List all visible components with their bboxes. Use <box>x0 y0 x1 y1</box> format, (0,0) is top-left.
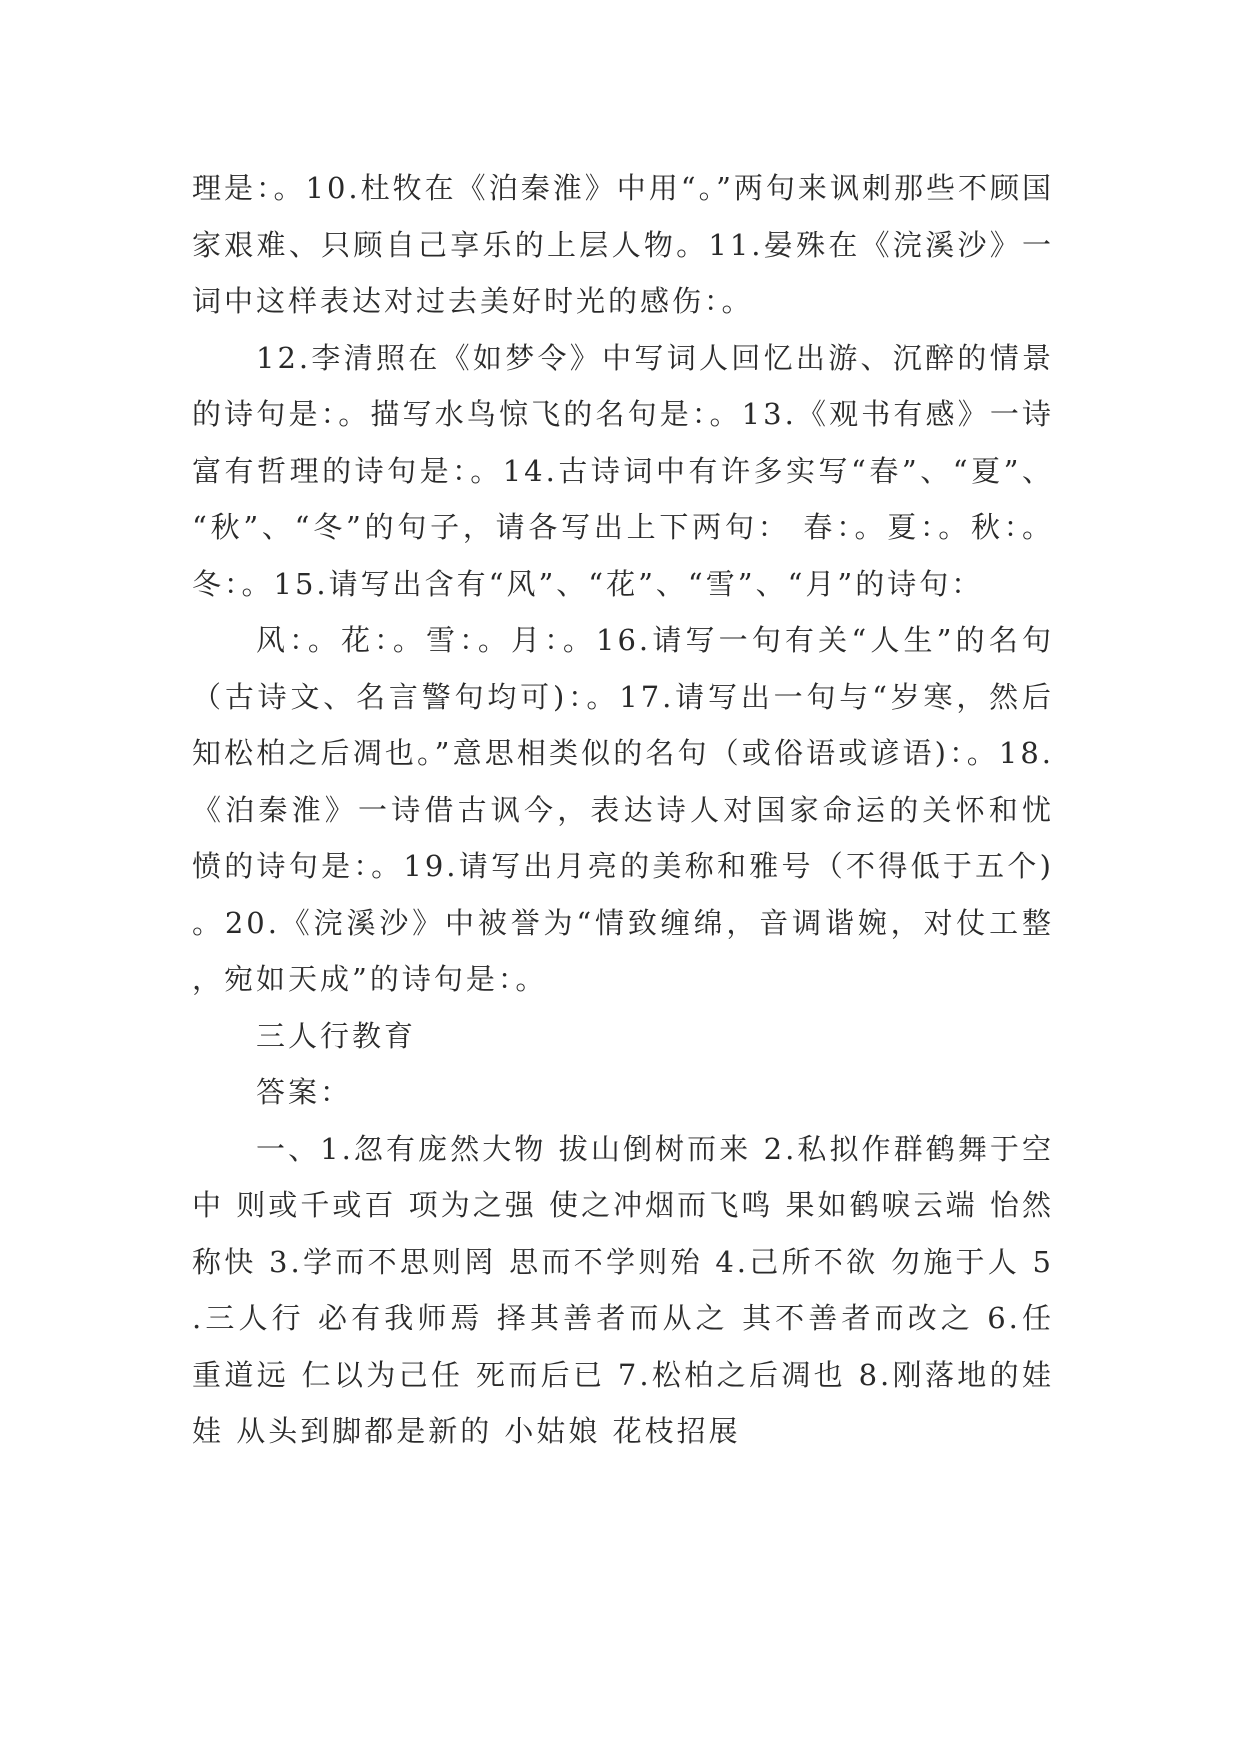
answers-paragraph: 一、1.忽有庞然大物 拔山倒树而来 2.私拟作群鹤舞于空中 则或千或百 项为之强 使之冲烟而飞鸣 果如鹤唳云端 怡然称快 3.学而不思则罔 思而不学则殆 4.己所不欲 勿施于人 5.三人行 必有我师焉 择其善者而从之 其不善者而改之 6.任重道远 仁以为己任 死而后已 7.松柏之后凋也 8.刚落地的娃娃 从头到脚都是新的 小姑娘 花枝招展 <box>192 1131 1054 1448</box>
section-heading-answers: 答案： <box>256 1075 353 1109</box>
section-heading-source: 三人行教育 <box>256 1018 417 1053</box>
paragraph-2: 12.李清照在《如梦令》中写词人回忆出游、沉醉的情景的诗句是：。描写水鸟惊飞的名句是：。13.《观书有感》一诗富有哲理的诗句是：。14.古诗词中有许多实写“春”、“夏”、“秋”、“冬”的句子，请各写出上下两句： 春：。夏：。秋：。冬：。15.请写出含有“风”、“花”、“雪”、“月”的诗句： <box>192 340 1054 601</box>
paragraph-3: 风：。花：。雪：。月：。16.请写一句有关“人生”的名句（古诗文、名言警句均可)：。17.请写出一句与“岁寒，然后知松柏之后凋也。”意思相类似的名句（或俗语或谚语)：。18.《泊秦淮》一诗借古讽今，表达诗人对国家命运的关怀和忧愤的诗句是：。19.请写出月亮的美称和雅号（不得低于五个)。20.《浣溪沙》中被誉为“情致缠绵，音调谐婉，对仗工整，宛如天成”的诗句是：。 <box>192 623 1054 996</box>
document-body <box>192 160 1054 1460</box>
paragraph-1: 理是：。10.杜牧在《泊秦淮》中用“。”两句来讽刺那些不顾国家艰难、只顾自己享乐的上层人物。11.晏殊在《浣溪沙》一词中这样表达对过去美好时光的感伤：。 <box>192 171 1054 318</box>
